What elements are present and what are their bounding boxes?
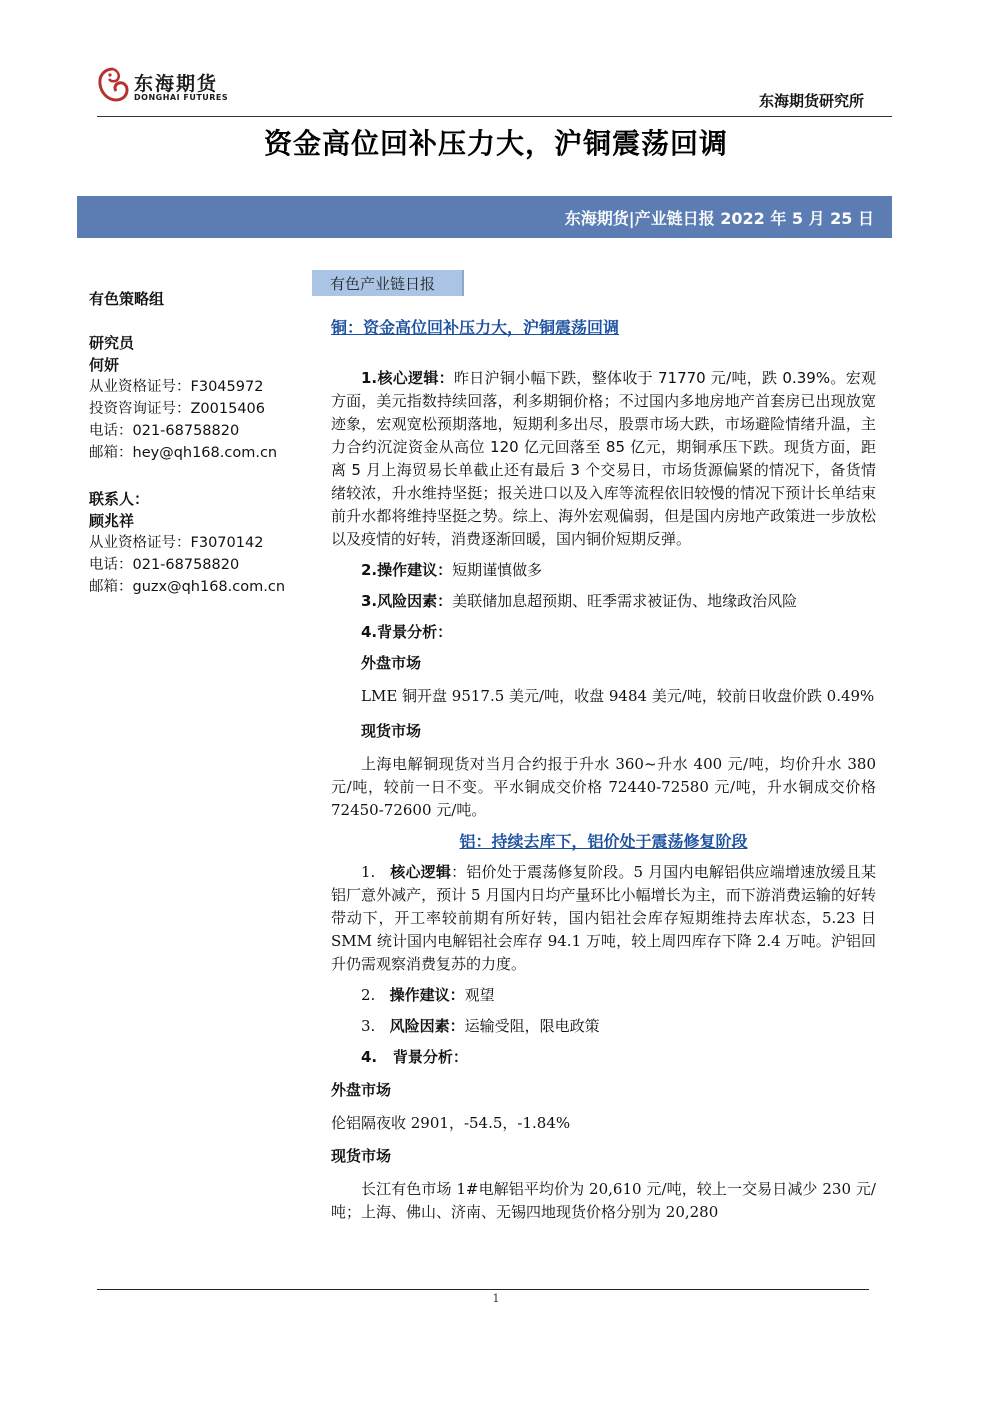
page-number: 1	[492, 1292, 500, 1305]
contact-phone: 电话：021-68758820	[89, 557, 240, 573]
copper-logic-text: 昨日沪铜小幅下跌，整体收于 71770 元/吨，跌 0.39%。宏观方面，美元指数持续回落，利多期铜价格；不过国内多地房地产首套房已出现放宽迹象，宏观宽松预期落地，短期利多出尽，股票市场大跌，市场避险情绪升温，主力合约沉淀资金从高位 120 亿元回落至 85 亿元，期铜承压下跌。现货方面，距离 5 月上海贸易长单截止还有最后 3 个交易日，市场货源偏紧的情况下，备货情绪较浓，升水维持坚挺；报关进口以及入库等流程依旧较慢的情况下预计长单结束前升水都将维持坚挺之势。综上、海外宏观偏弱，但是国内房地产政策进一步放松以及疫情的好转，消费逐渐回暖，国内铜价短期反弹。	[331, 369, 876, 548]
copper-advice-label: 2.操作建议：	[361, 561, 453, 579]
report-title: 资金高位回补压力大，沪铜震荡回调	[263, 127, 728, 160]
researcher-email: 邮箱：hey@qh168.com.cn	[89, 445, 278, 461]
team-name: 有色策略组	[89, 290, 165, 308]
author-sidebar	[89, 284, 304, 598]
aluminum-background	[331, 1046, 876, 1069]
copper-advice-text: 短期谨慎做多	[452, 561, 543, 579]
aluminum-bg-num: 4.	[361, 1048, 378, 1066]
company-logo	[96, 66, 236, 106]
logo-chinese-text: 东海期货	[134, 73, 219, 95]
copper-logic	[331, 367, 876, 551]
contact-email: 邮箱：guzx@qh168.com.cn	[89, 579, 286, 595]
contact-role: 联系人：	[89, 490, 150, 508]
copper-advice	[331, 559, 876, 582]
copper-heading: 铜：资金高位回补压力大，沪铜震荡回调	[331, 318, 620, 337]
contact-license: 从业资格证号：F3070142	[89, 535, 264, 551]
copper-risk-text: 美联储加息超预期、旺季需求被证伪、地缘政治风险	[452, 592, 798, 610]
copper-overseas-label: 外盘市场	[361, 654, 422, 672]
aluminum-logic-num: 1.	[361, 863, 376, 881]
header-divider	[97, 116, 892, 117]
aluminum-spot-label: 现货市场	[331, 1147, 392, 1165]
copper-risk	[331, 590, 876, 613]
aluminum-overseas-text: 伦铝隔夜收 2901，-54.5，-1.84%	[331, 1114, 571, 1132]
aluminum-risk-text: 运输受阻，限电政策	[464, 1017, 600, 1035]
researcher-name: 何妍	[89, 356, 120, 374]
aluminum-bg-label: 背景分析：	[392, 1048, 468, 1066]
report-body	[331, 316, 876, 1224]
aluminum-logic-text: ：铝价处于震荡修复阶段。5 月国内电解铝供应端增速放缓且某铝厂意外减产，预计 5 月国内日均产量环比小幅增长为主，而下游消费运输的好转带动下，开工率较前期有所好转，国内铝社会库存短期维持去库状态，5.23 日 SMM 统计国内电解铝社会库存 94.1 万吨，较上周四库存下降 2.4 万吨。沪铝回升仍需观察消费复苏的力度。	[331, 863, 876, 973]
copper-risk-label: 3.风险因素：	[361, 592, 453, 610]
section-tag-label: 有色产业链日报	[330, 275, 436, 293]
copper-background-label: 4.背景分析：	[361, 623, 453, 641]
aluminum-advice-text: 观望	[464, 986, 495, 1004]
aluminum-advice-label: 操作建议：	[389, 986, 465, 1004]
researcher-phone: 电话：021-68758820	[89, 423, 240, 439]
aluminum-risk-label: 风险因素：	[389, 1017, 465, 1035]
report-banner	[77, 196, 892, 238]
researcher-consult-license: 投资咨询证号：Z0015406	[89, 401, 266, 417]
researcher-role: 研究员	[89, 334, 135, 352]
copper-logic-label: 1.核心逻辑：	[361, 369, 454, 387]
aluminum-overseas-label: 外盘市场	[331, 1081, 392, 1099]
aluminum-advice	[331, 984, 876, 1007]
aluminum-logic	[331, 861, 876, 976]
section-tag	[312, 270, 464, 296]
aluminum-logic-label: 核心逻辑	[390, 863, 452, 881]
logo-english-text: DONGHAI FUTURES	[134, 93, 229, 102]
aluminum-risk	[331, 1015, 876, 1038]
copper-spot-label: 现货市场	[361, 722, 422, 740]
dragon-logo-icon	[96, 66, 130, 104]
copper-overseas-text: LME 铜开盘 9517.5 美元/吨，收盘 9484 美元/吨，较前日收盘价跌 0.49%	[361, 687, 875, 705]
copper-spot-text: 上海电解铜现货对当月合约报于升水 360~升水 400 元/吨，均价升水 380 元/吨，较前一日不变。平水铜成交价格 72440-72580 元/吨，升水铜成交价格 72450-72600 元/吨。	[331, 755, 876, 819]
contact-name: 顾兆祥	[89, 512, 135, 530]
banner-text: 东海期货|产业链日报 2022 年 5 月 25 日	[564, 209, 874, 228]
researcher-license: 从业资格证号：F3045972	[89, 379, 264, 395]
institute-name: 东海期货研究所	[758, 92, 864, 110]
aluminum-spot-text: 长江有色市场 1#电解铝平均价为 20,610 元/吨，较上一交易日减少 230 元/吨；上海、佛山、济南、无锡四地现货价格分别为 20,280	[331, 1180, 876, 1221]
footer-divider	[97, 1289, 869, 1290]
aluminum-heading: 铝：持续去库下，铝价处于震荡修复阶段	[459, 832, 748, 851]
aluminum-risk-num: 3.	[361, 1017, 376, 1035]
aluminum-advice-num: 2.	[361, 986, 376, 1004]
